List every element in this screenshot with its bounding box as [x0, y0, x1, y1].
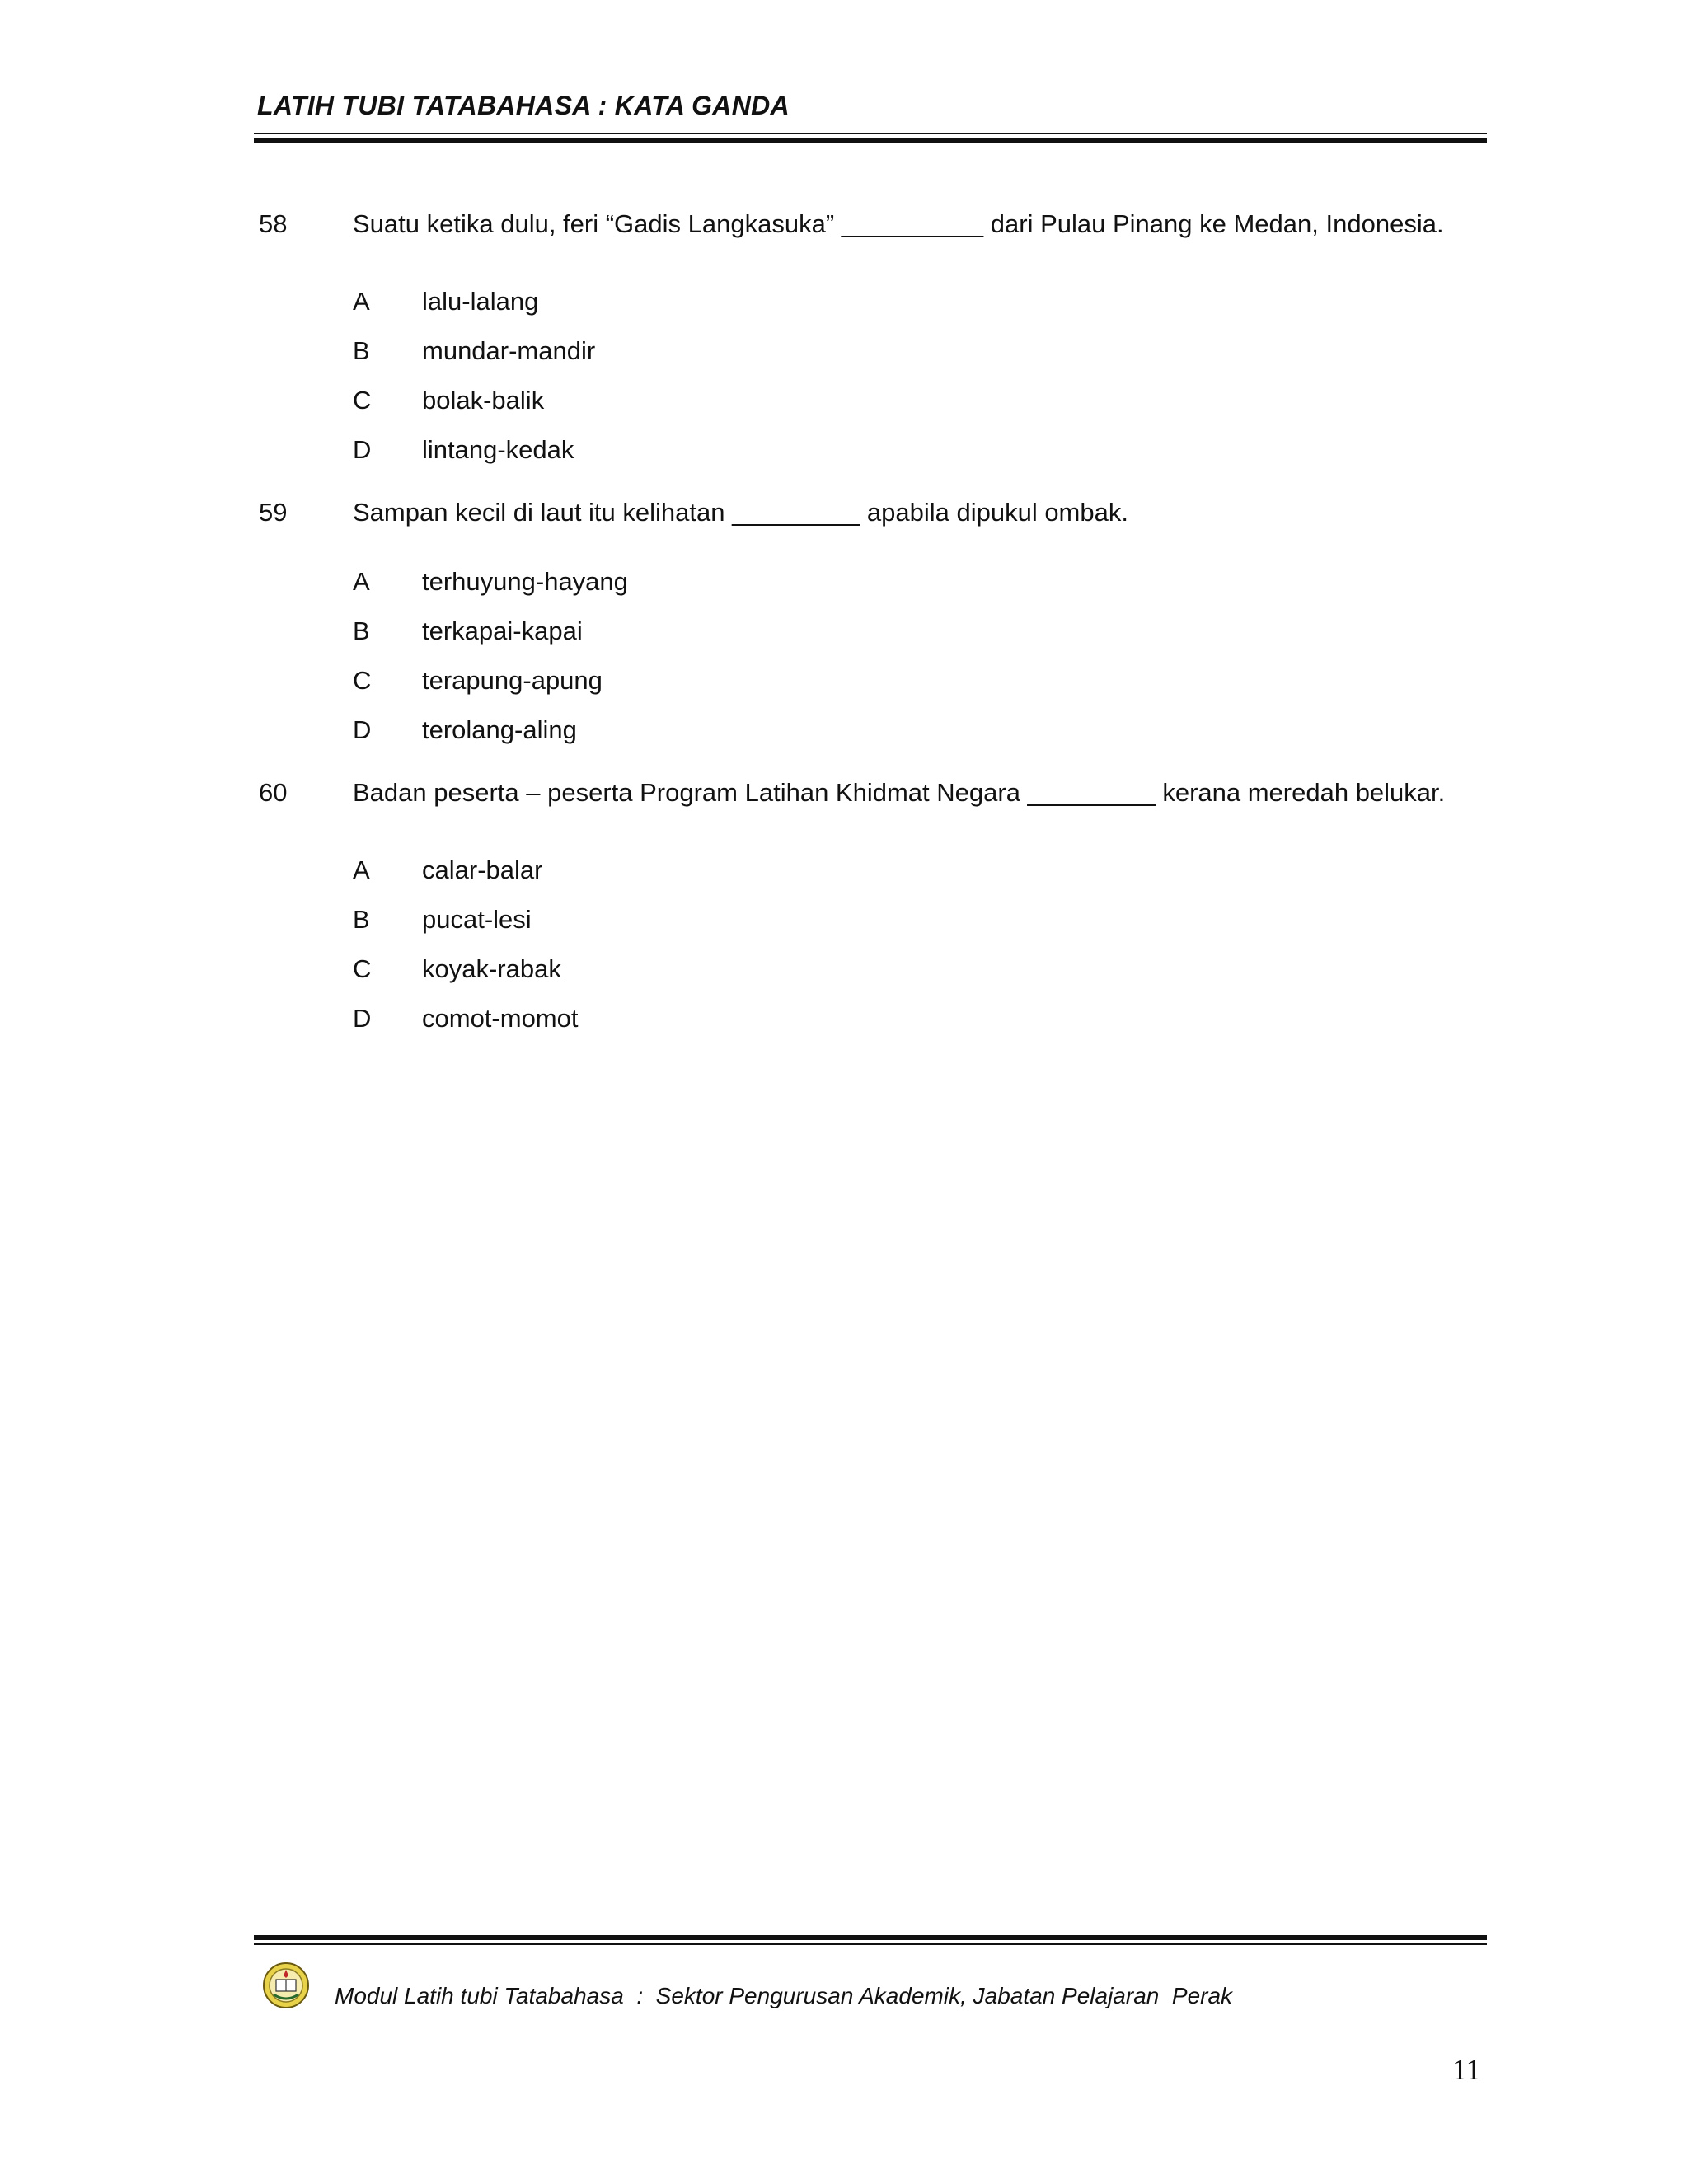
option-letter: A [353, 567, 370, 596]
option-letter: B [353, 616, 370, 645]
footer-rule-thin [254, 1943, 1487, 1945]
option-text: terolang-aling [422, 715, 577, 744]
option-text: terhuyung-hayang [422, 567, 628, 596]
option-letter: D [353, 715, 372, 744]
option-text: pucat-lesi [422, 905, 532, 934]
option-letter: B [353, 336, 370, 365]
question-text: Sampan kecil di laut itu kelihatan _________ apabila dipukul ombak. [353, 498, 1128, 527]
option-d [353, 1004, 1095, 1037]
option-letter: C [353, 386, 372, 415]
option-a [353, 567, 1095, 600]
option-c [353, 666, 1095, 699]
option-letter: A [353, 287, 370, 316]
option-letter: C [353, 666, 372, 695]
question-number: 58 [259, 209, 288, 238]
option-b [353, 336, 1095, 369]
question-number: 59 [259, 498, 288, 527]
footer-text: Modul Latih tubi Tatabahasa : Sektor Pengurusan Akademik, Jabatan Pelajaran Perak [335, 1983, 1233, 2008]
option-text: koyak-rabak [422, 954, 561, 983]
option-text: terapung-apung [422, 666, 603, 695]
option-c [353, 386, 1095, 419]
option-text: mundar-mandir [422, 336, 596, 365]
option-c [353, 954, 1095, 987]
option-letter: D [353, 435, 372, 464]
option-b [353, 616, 1095, 649]
option-text: terkapai-kapai [422, 616, 583, 645]
page-number: 11 [1452, 2053, 1481, 2086]
header-rule-thick [254, 138, 1487, 143]
question-text: Badan peserta – peserta Program Latihan Khidmat Negara _________ kerana meredah belukar. [353, 778, 1446, 807]
option-a [353, 287, 1095, 320]
option-d [353, 715, 1095, 748]
option-text: lalu-lalang [422, 287, 539, 316]
option-letter: C [353, 954, 372, 983]
option-text: bolak-balik [422, 386, 545, 415]
option-text: calar-balar [422, 855, 543, 884]
question-text: Suatu ketika dulu, feri “Gadis Langkasuka” __________ dari Pulau Pinang ke Medan, Indonesia. [353, 209, 1444, 238]
page-header-title: LATIH TUBI TATABAHASA : KATA GANDA [257, 91, 790, 120]
header-rule-thin [254, 133, 1487, 134]
option-d [353, 435, 1095, 468]
option-letter: B [353, 905, 370, 934]
option-letter: A [353, 855, 370, 884]
perak-state-crest-icon [262, 1961, 310, 2009]
option-text: lintang-kedak [422, 435, 574, 464]
question-number: 60 [259, 778, 288, 807]
option-text: comot-momot [422, 1004, 579, 1033]
option-b [353, 905, 1095, 938]
footer-rule-thick [254, 1935, 1487, 1940]
option-letter: D [353, 1004, 372, 1033]
option-a [353, 855, 1095, 888]
